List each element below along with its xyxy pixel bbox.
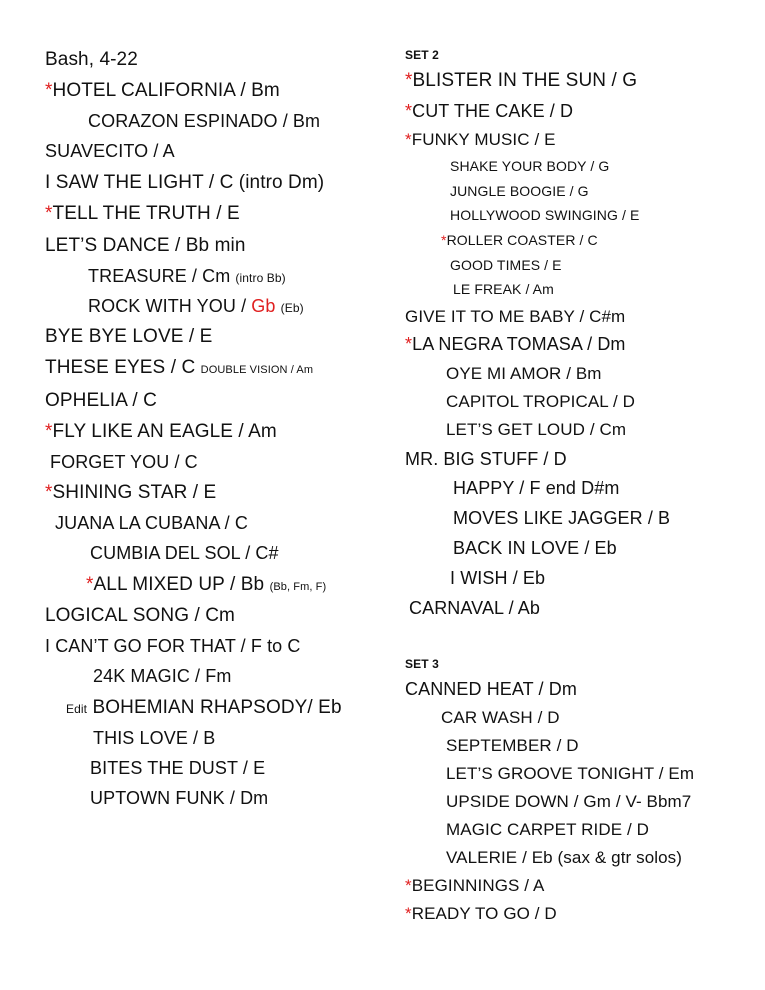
song-these-eyes — [45, 358, 313, 377]
song-title: LA NEGRA TOMASA / Dm — [412, 334, 626, 354]
star-marker: * — [45, 80, 53, 101]
song-title: READY TO GO / D — [411, 904, 557, 923]
star-marker: * — [45, 421, 53, 442]
star-marker: * — [405, 70, 413, 91]
song-le-freak: LE FREAK / Am — [453, 281, 554, 297]
song-upside-down: UPSIDE DOWN / Gm / V- Bbm7 — [446, 792, 692, 811]
song-lets-dance: LET’S DANCE / Bb min — [45, 235, 246, 256]
song-tell-the-truth — [45, 204, 240, 223]
song-give-it-to-me-baby: GIVE IT TO ME BABY / C#m — [405, 307, 626, 326]
star-marker: * — [405, 334, 413, 354]
song-happy: HAPPY / F end D#m — [453, 478, 620, 498]
song-good-times: GOOD TIMES / E — [450, 257, 562, 273]
song-bites-the-dust: BITES THE DUST / E — [90, 758, 266, 778]
song-i-saw-the-light: I SAW THE LIGHT / C (intro Dm) — [45, 172, 325, 193]
star-marker: * — [441, 232, 447, 248]
edit-marker: Edit — [66, 702, 88, 716]
star-marker: * — [405, 101, 413, 121]
song-magic-carpet-ride: MAGIC CARPET RIDE / D — [446, 820, 649, 839]
song-this-love: THIS LOVE / B — [93, 728, 216, 748]
star-marker: * — [45, 203, 53, 224]
song-title: FLY LIKE AN EAGLE / Am — [52, 421, 277, 442]
song-rock-with-you — [88, 297, 304, 315]
setlist-title: Bash, 4-22 — [45, 49, 138, 70]
song-september: SEPTEMBER / D — [446, 736, 579, 755]
star-marker: * — [405, 876, 412, 895]
song-key-highlight: Gb — [251, 296, 276, 316]
song-treasure — [88, 267, 286, 285]
song-hotel-california — [45, 81, 280, 100]
song-ophelia: OPHELIA / C — [45, 390, 157, 411]
song-title: BEGINNINGS / A — [411, 876, 545, 895]
song-title: TREASURE / Cm — [88, 266, 231, 286]
song-oye-mi-amor: OYE MI AMOR / Bm — [446, 364, 602, 383]
song-note: (Bb, Fm, F) — [269, 581, 327, 593]
star-marker: * — [45, 482, 53, 503]
star-marker: * — [86, 574, 94, 595]
star-marker: * — [405, 130, 412, 149]
song-logical-song: LOGICAL SONG / Cm — [45, 605, 235, 626]
song-la-negra-tomasa — [405, 335, 626, 353]
song-title: ROCK WITH YOU / — [88, 296, 247, 316]
song-note: DOUBLE VISION / Am — [200, 364, 314, 376]
song-mr-big-stuff: MR. BIG STUFF / D — [405, 449, 567, 469]
song-title: BOHEMIAN RHAPSODY/ Eb — [92, 697, 342, 718]
song-title: THESE EYES / C — [45, 357, 196, 378]
song-shining-star — [45, 483, 216, 502]
song-uptown-funk: UPTOWN FUNK / Dm — [90, 788, 269, 808]
song-shake-your-body: SHAKE YOUR BODY / G — [450, 158, 610, 174]
song-note: (Eb) — [280, 301, 304, 315]
song-ready-to-go — [405, 905, 557, 922]
song-title: BLISTER IN THE SUN / G — [412, 70, 638, 91]
song-car-wash: CAR WASH / D — [441, 708, 560, 727]
song-title: FUNKY MUSIC / E — [411, 130, 556, 149]
song-suavecito: SUAVECITO / A — [45, 141, 175, 161]
song-capitol-tropical: CAPITOL TROPICAL / D — [446, 392, 636, 411]
song-title: SHINING STAR / E — [52, 482, 217, 503]
song-i-wish: I WISH / Eb — [450, 568, 546, 588]
song-title: ALL MIXED UP / Bb — [93, 574, 265, 595]
song-lets-groove-tonight: LET’S GROOVE TONIGHT / Em — [446, 764, 695, 783]
song-funky-music — [405, 131, 556, 148]
song-back-in-love: BACK IN LOVE / Eb — [453, 538, 617, 558]
song-bye-bye-love: BYE BYE LOVE / E — [45, 326, 213, 347]
song-cumbia-del-sol: CUMBIA DEL SOL / C# — [90, 543, 279, 563]
set3-heading: SET 3 — [405, 657, 439, 671]
song-title: CUT THE CAKE / D — [412, 101, 574, 121]
song-title: TELL THE TRUTH / E — [52, 203, 240, 224]
song-roller-coaster — [441, 233, 598, 247]
song-carnaval: CARNAVAL / Ab — [409, 598, 541, 618]
song-note: (intro Bb) — [235, 271, 286, 285]
song-lets-get-loud: LET’S GET LOUD / Cm — [446, 420, 627, 439]
song-hollywood-swinging: HOLLYWOOD SWINGING / E — [450, 207, 640, 223]
set2-heading: SET 2 — [405, 48, 439, 62]
song-fly-like-an-eagle — [45, 422, 277, 441]
song-title: ROLLER COASTER / C — [446, 232, 598, 248]
song-bohemian-rhapsody — [66, 698, 342, 717]
song-title: HOTEL CALIFORNIA / Bm — [52, 80, 280, 101]
song-valerie: VALERIE / Eb (sax & gtr solos) — [446, 848, 683, 867]
song-i-cant-go-for-that: I CAN’T GO FOR THAT / F to C — [45, 636, 301, 656]
song-forget-you: FORGET YOU / C — [50, 452, 198, 472]
song-24k-magic: 24K MAGIC / Fm — [93, 666, 232, 686]
song-corazon-espinado: CORAZON ESPINADO / Bm — [88, 111, 321, 131]
song-canned-heat: CANNED HEAT / Dm — [405, 679, 577, 699]
song-jungle-boogie: JUNGLE BOOGIE / G — [450, 183, 589, 199]
star-marker: * — [405, 904, 412, 923]
song-blister-in-the-sun — [405, 71, 637, 90]
song-beginnings — [405, 877, 544, 894]
song-juana-la-cubana: JUANA LA CUBANA / C — [55, 513, 248, 533]
song-cut-the-cake — [405, 102, 573, 120]
song-moves-like-jagger: MOVES LIKE JAGGER / B — [453, 508, 671, 528]
song-all-mixed-up — [86, 575, 326, 594]
